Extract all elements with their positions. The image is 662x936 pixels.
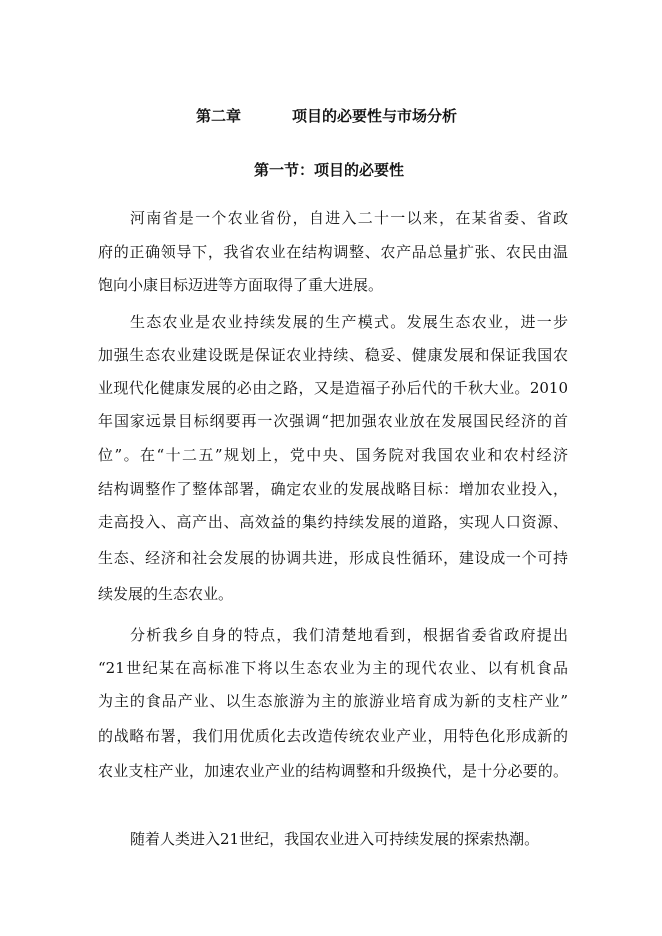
chapter-title: 项目的必要性与市场分析 [292, 107, 458, 125]
paragraph-2-line-9: 续发展的生态农业。 [98, 585, 234, 603]
paragraph-4-line-1: 随着人类进入21世纪，我国农业进入可持续发展的探索热潮。 [130, 830, 540, 848]
paragraph-2-line-7: 走高投入、高产出、高效益的集约持续发展的道路，实现人口资源、 [98, 513, 568, 531]
paragraph-1-line-3: 饱向小康目标迈进等方面取得了重大进展。 [98, 276, 384, 294]
paragraph-2-line-5: 位”。在“十二五”规划上，党中央、国务院对我国农业和农村经济 [98, 446, 568, 464]
paragraph-2-line-8: 生态、经济和社会发展的协调共进，形成良性循环，建设成一个可持 [98, 549, 568, 567]
paragraph-1-line-1: 河南省是一个农业省份，自进入二十一以来，在某省委、省政 [130, 209, 568, 227]
paragraph-3-line-1: 分析我乡自身的特点，我们清楚地看到，根据省委省政府提出 [130, 626, 568, 644]
paragraph-3-line-3: 为主的食品产业、以生态旅游为主的旅游业培育成为新的支柱产业” [98, 692, 568, 710]
paragraph-2-line-2: 加强生态农业建设既是保证农业持续、稳妥、健康发展和保证我国农 [98, 346, 568, 364]
paragraph-3-line-4: 的战略布署，我们用优质化去改造传统农业产业，用特色化形成新的 [98, 727, 568, 745]
paragraph-2-line-1: 生态农业是农业持续发展的生产模式。发展生态农业，进一步 [130, 313, 568, 331]
paragraph-3-line-5: 农业支柱产业，加速农业产业的结构调整和升级换代，是十分必要的。 [98, 762, 568, 780]
paragraph-2-line-4: 年国家远景目标纲要再一次强调“把加强农业放在发展国民经济的首 [98, 412, 568, 430]
chapter-label: 第二章 [196, 107, 242, 125]
section-title: 第一节：项目的必要性 [254, 161, 405, 179]
paragraph-3-line-2: “21世纪某在高标准下将以生态农业为主的现代农业、以有机食品 [98, 659, 568, 677]
paragraph-1-line-2: 府的正确领导下，我省农业在结构调整、农产品总量扩张、农民由温 [98, 243, 568, 261]
paragraph-2-line-6: 结构调整作了整体部署，确定农业的发展战略目标：增加农业投入， [98, 480, 568, 498]
paragraph-2-line-3: 业现代化健康发展的必由之路，又是造福子孙后代的千秋大业。2010 [98, 379, 568, 397]
